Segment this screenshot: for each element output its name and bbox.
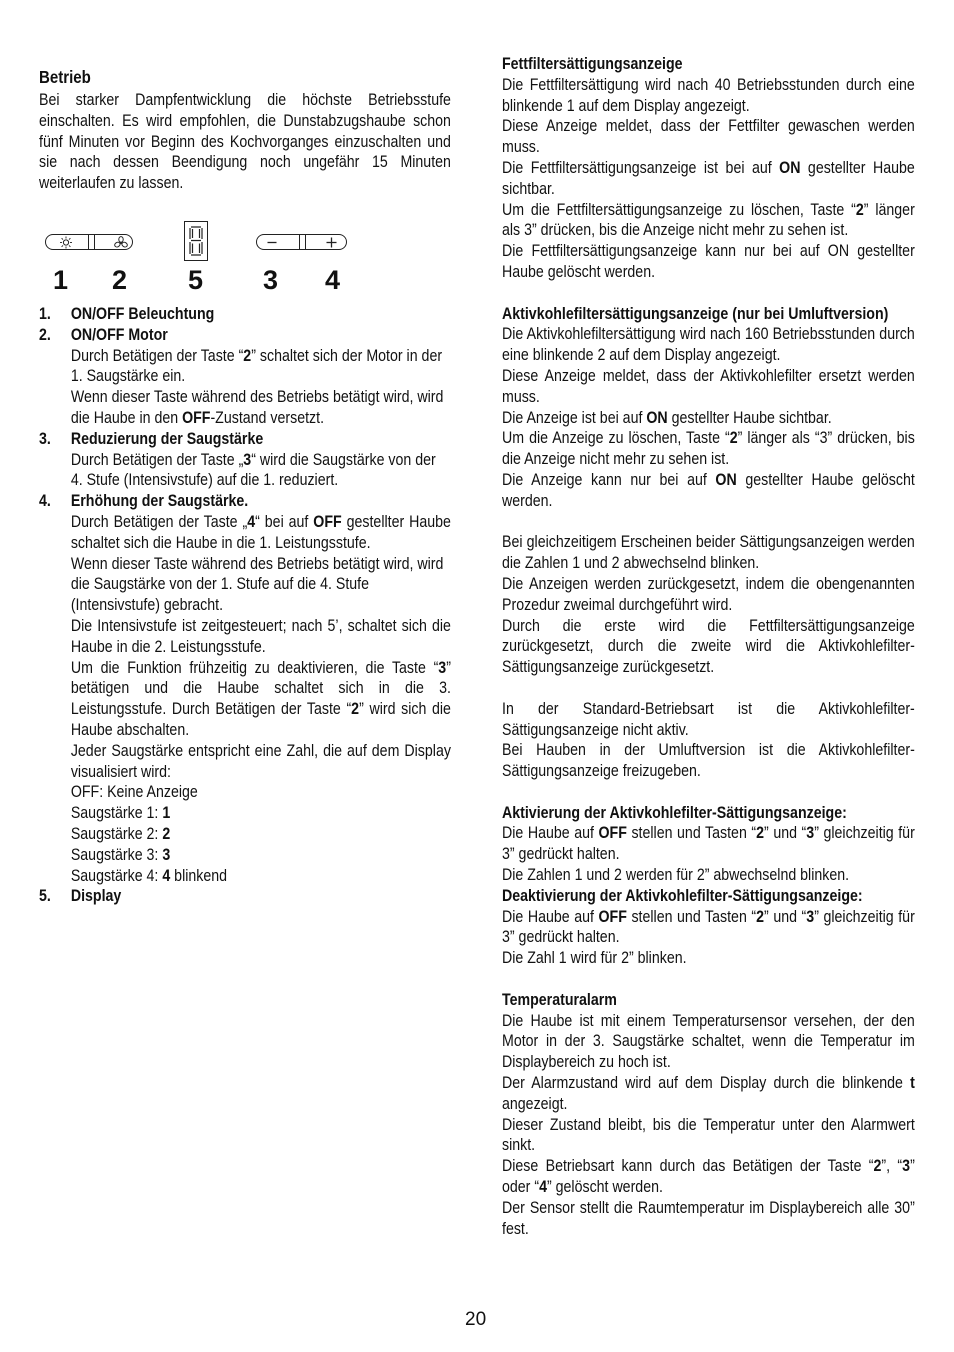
list-number: 3. bbox=[39, 429, 51, 448]
paragraph: Die Anzeige kann nur bei auf ON gestellter Haube gelöscht werden. bbox=[502, 470, 915, 510]
heading-temperaturalarm: Temperaturalarm bbox=[502, 990, 617, 1009]
heading-fettfilter: Fettfiltersättigungsanzeige bbox=[502, 55, 683, 73]
control-panel-illustration bbox=[39, 217, 369, 299]
minus-plus-button-strip bbox=[256, 234, 347, 250]
paragraph: In der Standard-Betriebsart ist die Aktivkohlefilter-Sättigungsanzeige nicht aktiv. bbox=[502, 699, 915, 739]
list-item bbox=[39, 886, 451, 907]
paragraph: Die Aktivkohlefiltersättigung wird nach 160 Betriebsstunden durch eine blinkende 2 auf dem Display angezeigt. bbox=[502, 325, 915, 365]
list-paragraph: Durch Betätigen der Taste „3“ wird die Saugstärke von der 4. Stufe (Intensivstufe) auf die 1. reduziert. bbox=[70, 450, 436, 490]
heading-aktivierung: Aktivierung der Aktivkohlefilter-Sättigungsanzeige: bbox=[502, 803, 847, 822]
panel-label-3: 3 bbox=[263, 265, 279, 295]
list-paragraph: Durch Betätigen der Taste „4“ bei auf OFF gestellter Haube schaltet sich die Haube in die 1. Leistungsstufe. bbox=[70, 512, 451, 552]
paragraph: Diese Betriebsart kann durch das Betätigen der Taste “2”, “3” oder “4” gelöscht werden. bbox=[502, 1157, 915, 1197]
level-line: Saugstärke 4: 4 blinkend bbox=[70, 866, 228, 885]
list-paragraph: Um die Funktion frühzeitig zu deaktivieren, die Taste “3” betätigen und die Haube schaltet sich in die 3. Leistungsstufe. Durch Betätigen der Taste “2” wird sich die Haube abschalten. bbox=[70, 658, 451, 739]
light-icon bbox=[58, 236, 74, 249]
paragraph: Die Anzeige ist bei auf ON gestellter Haube sichtbar. bbox=[502, 408, 832, 427]
heading-deaktivierung: Deaktivierung der Aktivkohlefilter-Sättigungsanzeige: bbox=[502, 886, 863, 905]
paragraph: Diese Anzeige meldet, dass der Fettfilter gewaschen werden muss. bbox=[502, 117, 915, 157]
function-list bbox=[39, 304, 451, 907]
level-line: Saugstärke 3: 3 bbox=[70, 845, 171, 864]
paragraph: Die Fettfiltersättigung wird nach 40 Betriebsstunden durch eine blinkende 1 auf dem Display angezeigt. bbox=[502, 75, 915, 115]
paragraph: Die Zahl 1 wird für 2” blinken. bbox=[502, 949, 687, 968]
list-number: 1. bbox=[39, 305, 51, 323]
paragraph: Um die Fettfiltersättigungsanzeige zu löschen, Taste “2” länger als 3” drücken, bis die Anzeige nicht mehr zu sehen ist. bbox=[502, 200, 915, 240]
paragraph: Die Haube ist mit einem Temperatursensor versehen, der den Motor in der 3. Saugstärke schaltet, wenn die Temperatur im Displaybereich zu hoch ist. bbox=[502, 1011, 915, 1072]
light-fan-button-strip bbox=[45, 234, 133, 250]
paragraph: Bei Hauben in der Umluftversion ist die Aktivkohlefilter-Sättigungsanzeige freizugeben. bbox=[502, 741, 915, 781]
left-column bbox=[39, 66, 451, 194]
list-paragraph: Wenn dieser Taste während des Betriebs betätigt wird, wird die Haube in den OFF-Zustand versetzt. bbox=[70, 388, 444, 427]
list-paragraph: Die Intensivstufe ist zeitgesteuert; nach 5’, schaltet sich die Haube in die 2. Leistungsstufe. bbox=[70, 616, 451, 656]
paragraph: Die Haube auf OFF stellen und Tasten “2” und “3” gleichzeitig für 3” gedrückt halten. bbox=[502, 907, 915, 947]
paragraph: Die Fettfiltersättigungsanzeige ist bei auf ON gestellter Haube sichtbar. bbox=[502, 158, 915, 198]
paragraph: Der Alarmzustand wird auf dem Display durch die blinkende t angezeigt. bbox=[502, 1074, 915, 1113]
list-number: 2. bbox=[39, 325, 51, 344]
list-number: 4. bbox=[39, 492, 51, 511]
list-title: Erhöhung der Saugstärke. bbox=[70, 492, 249, 511]
list-title: ON/OFF Beleuchtung bbox=[70, 305, 215, 323]
panel-label-4: 4 bbox=[325, 265, 341, 295]
digit-display-icon bbox=[188, 225, 204, 257]
section-heading-betrieb: Betrieb bbox=[39, 67, 91, 87]
paragraph: Die Fettfiltersättigungsanzeige kann nur bei auf ON gestellter Haube gelöscht werden. bbox=[502, 242, 915, 281]
plus-icon bbox=[325, 236, 338, 249]
paragraph: Durch die erste wird die Fettfiltersättigungsanzeige zurückgesetzt, durch die zweite wird die Aktivkohlefilter-Sättigungsanzeige zurückgesetzt. bbox=[502, 616, 915, 677]
paragraph: Der Sensor stellt die Raumtemperatur im Displaybereich alle 30” fest. bbox=[502, 1198, 915, 1238]
level-line: Saugstärke 1: 1 bbox=[70, 804, 171, 823]
panel-label-2: 2 bbox=[112, 265, 128, 295]
fan-icon bbox=[114, 236, 128, 249]
list-paragraph: Wenn dieser Taste während des Betriebs betätigt wird, wird die Saugstärke von der 1. Stufe auf die 4. Stufe (Intensivstufe) gebracht. bbox=[70, 554, 444, 615]
level-line: OFF: Keine Anzeige bbox=[70, 783, 198, 802]
list-title: Display bbox=[70, 887, 122, 906]
list-item bbox=[39, 429, 451, 491]
paragraph: Bei gleichzeitigem Erscheinen beider Sättigungsanzeigen werden die Zahlen 1 und 2 abwechselnd blinken. bbox=[502, 533, 915, 573]
paragraph: Die Zahlen 1 und 2 werden für 2” abwechselnd blinken. bbox=[502, 866, 850, 885]
list-paragraph: Jeder Saugstärke entspricht eine Zahl, die auf dem Display visualisiert wird: bbox=[70, 741, 451, 781]
list-title: Reduzierung der Saugstärke bbox=[70, 429, 264, 448]
panel-label-5: 5 bbox=[188, 265, 204, 295]
right-column bbox=[502, 54, 915, 1239]
page-number: 20 bbox=[465, 1309, 487, 1330]
list-item bbox=[39, 325, 451, 429]
panel-label-1: 1 bbox=[53, 265, 69, 295]
list-item bbox=[39, 491, 451, 886]
paragraph: Die Anzeigen werden zurückgesetzt, indem die obengenannten Prozedur zweimal durchgeführt wird. bbox=[502, 574, 915, 614]
paragraph: Dieser Zustand bleibt, bis die Temperatur unter den Alarmwert sinkt. bbox=[502, 1115, 915, 1155]
minus-icon bbox=[266, 237, 278, 248]
digit-display-box bbox=[184, 221, 208, 261]
list-paragraph: Durch Betätigen der Taste “2” schaltet sich der Motor in der 1. Saugstärke ein. bbox=[70, 346, 443, 386]
list-title: ON/OFF Motor bbox=[70, 325, 168, 344]
list-item bbox=[39, 304, 451, 325]
list-number: 5. bbox=[39, 887, 51, 906]
level-line: Saugstärke 2: 2 bbox=[70, 824, 171, 843]
paragraph: Diese Anzeige meldet, dass der Aktivkohlefilter ersetzt werden muss. bbox=[502, 366, 915, 406]
heading-aktivkohle: Aktivkohlefiltersättigungsanzeige (nur bei Umluftversion) bbox=[502, 304, 889, 323]
paragraph: Die Haube auf OFF stellen und Tasten “2” und “3” gleichzeitig für 3” gedrückt halten. bbox=[502, 824, 915, 864]
intro-paragraph: Bei starker Dampfentwicklung die höchste Betriebsstufe einschalten. Es wird empfohlen, die Dunstabzugshaube schon fünf Minuten vor Beginn des Kochvorganges einzuschalten und sie nach dessen Beendigung noch ungefähr 15 Minuten weiterlaufen zu lassen. bbox=[39, 91, 451, 193]
paragraph: Um die Anzeige zu löschen, Taste “2” länger als “3” drücken, bis die Anzeige nicht mehr zu sehen ist. bbox=[502, 429, 915, 469]
